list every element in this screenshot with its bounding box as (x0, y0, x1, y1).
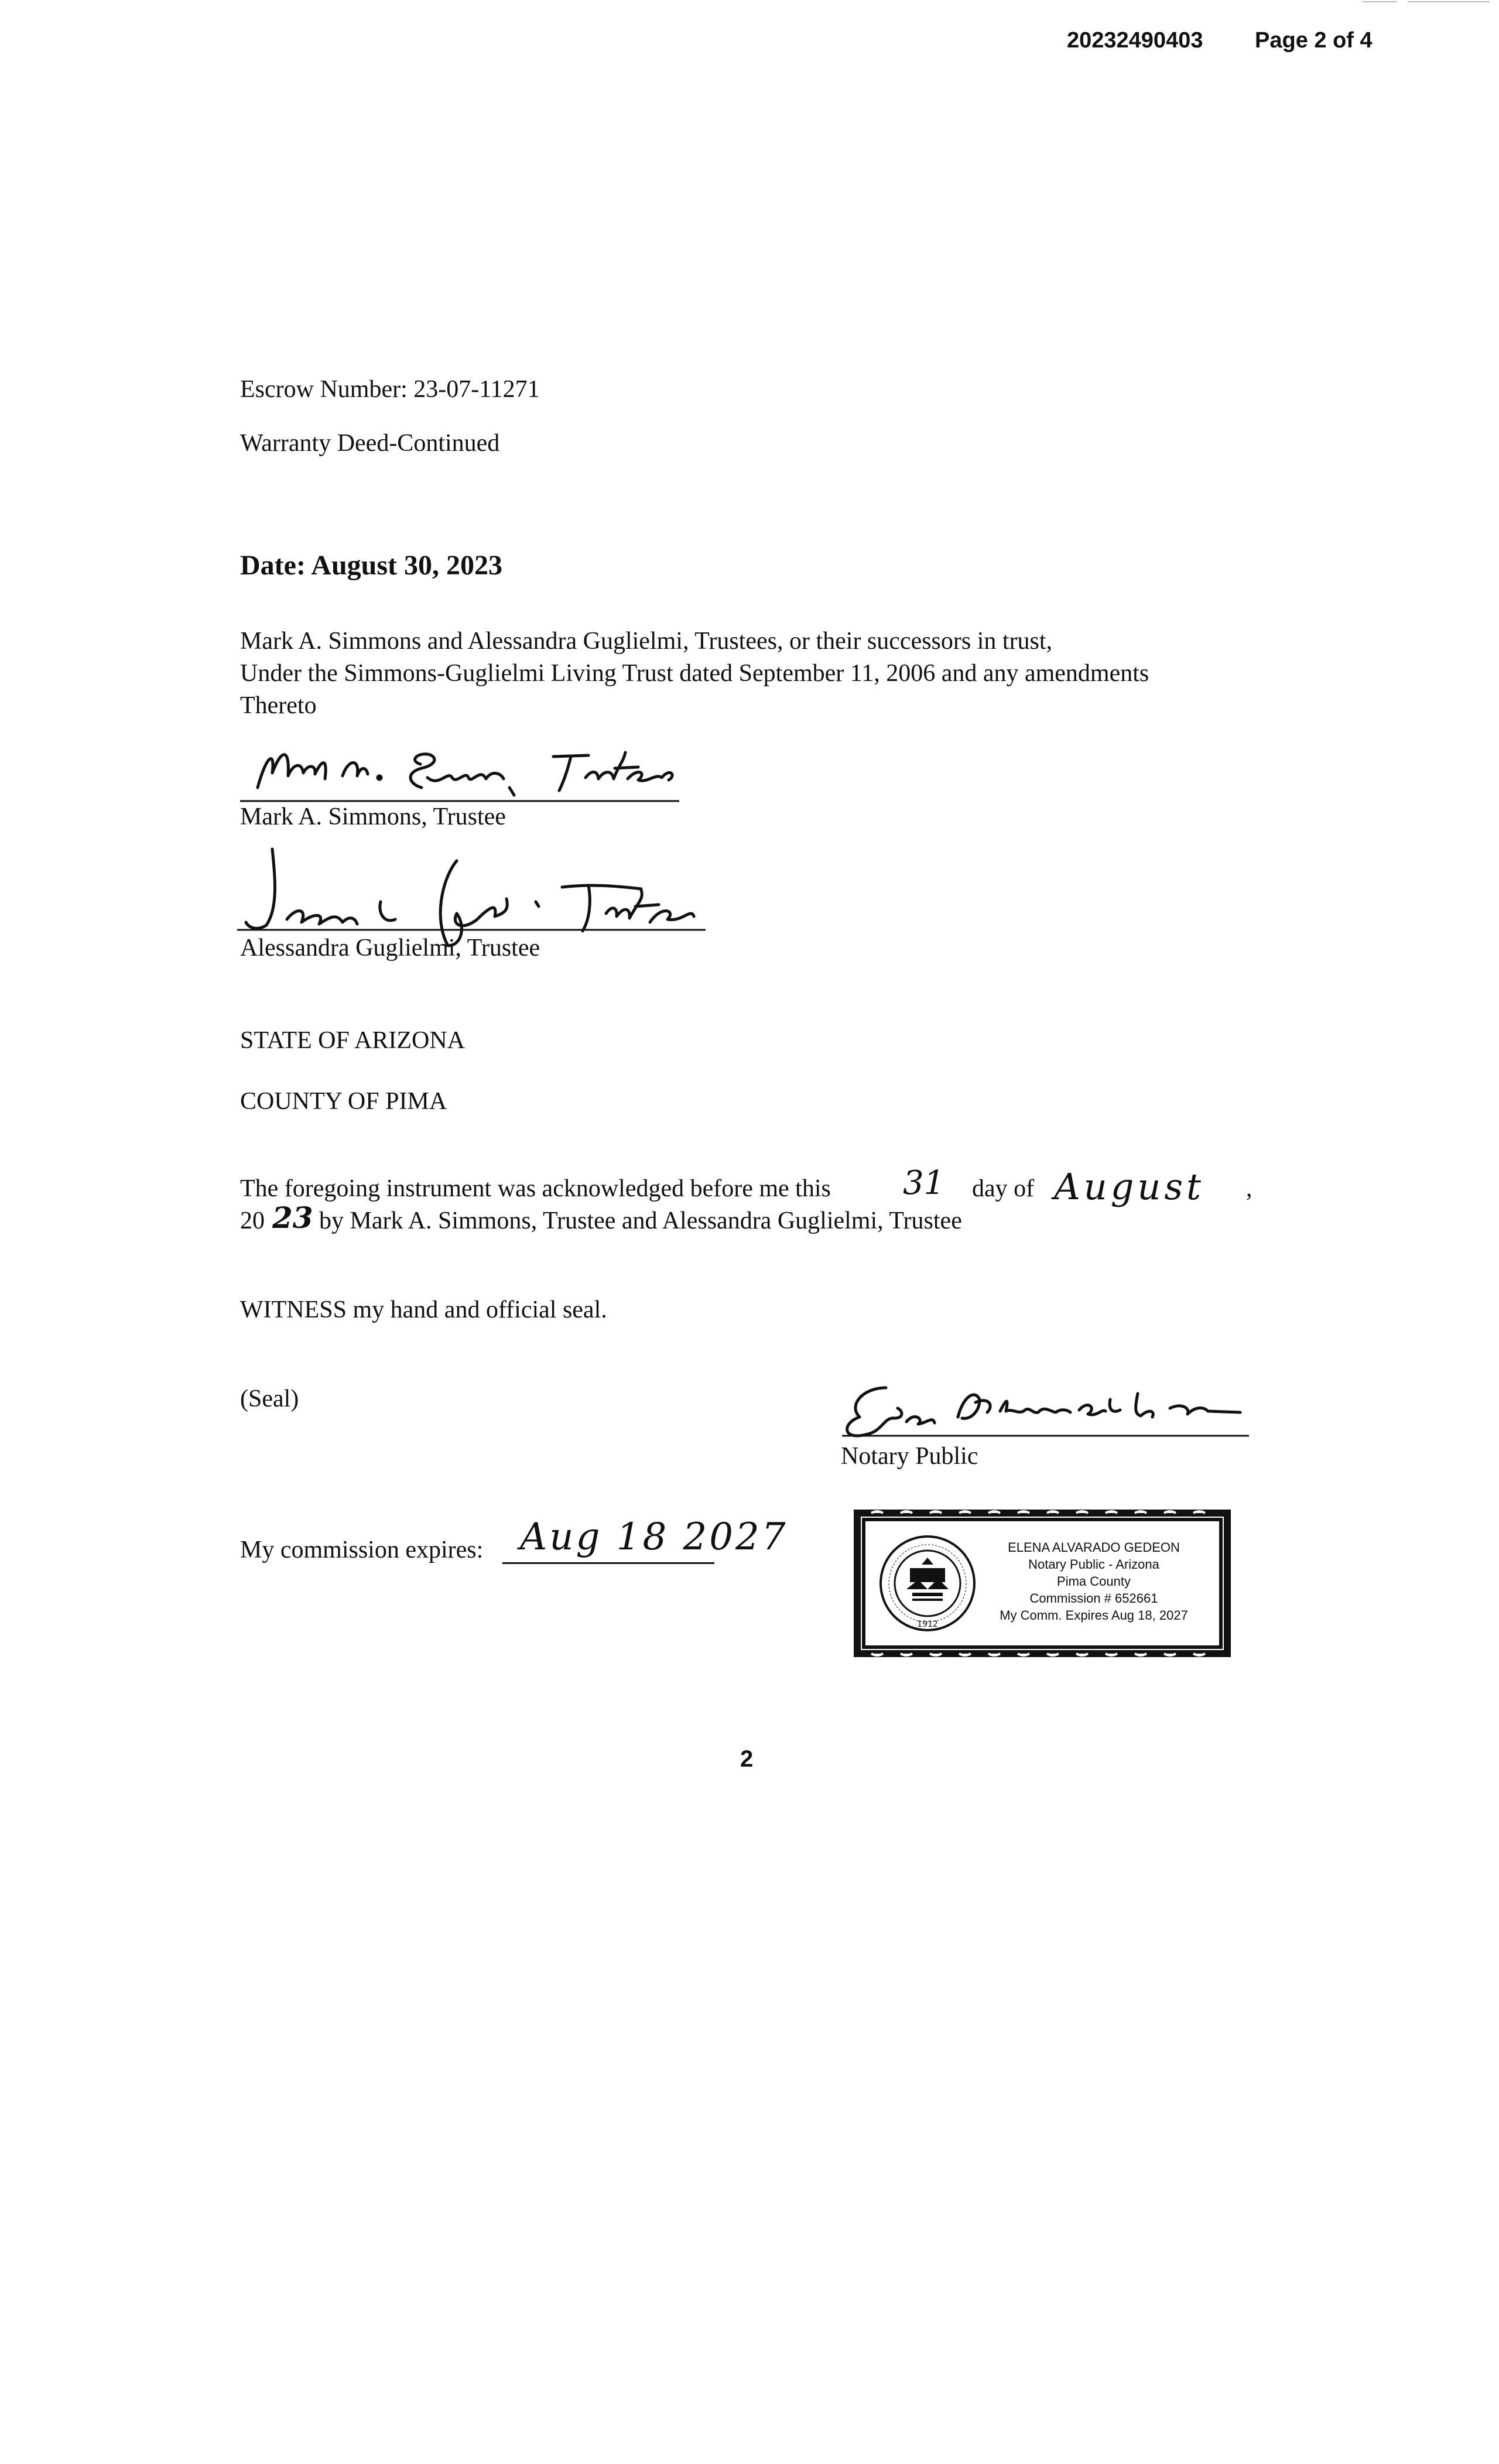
signer1-label: Mark A. Simmons, Trustee (240, 803, 506, 830)
deed-date: Date: August 30, 2023 (240, 550, 503, 581)
deed-continued: Warranty Deed-Continued (240, 430, 500, 457)
ack-year-handwritten: 23 (272, 1200, 313, 1235)
commission-underline (502, 1562, 714, 1564)
stamp-name: ELENA ALVARADO GEDEON (1008, 1540, 1180, 1555)
escrow-number: Escrow Number: 23-07-11271 (240, 376, 540, 403)
arizona-state-seal (877, 1533, 978, 1634)
grantor-line-3: Thereto (240, 692, 317, 719)
page-number: 2 (740, 1746, 754, 1772)
notary-stamp (862, 1518, 1223, 1649)
commission-date-handwritten: Aug 18 2027 (520, 1515, 788, 1559)
ack-line-1-prefix: The foregoing instrument was acknowledged before me this (240, 1175, 831, 1202)
signer2-label: Alessandra Guglielmi, Trustee (240, 935, 540, 961)
grantor-line-1: Mark A. Simmons and Alessandra Guglielmi, Trustees, or their successors in trust, (240, 628, 1053, 655)
svg-text:1912: 1912 (917, 1620, 938, 1629)
notary-label: Notary Public (841, 1443, 978, 1470)
seal-label: (Seal) (240, 1385, 299, 1412)
document-number: 20232490403 (1067, 28, 1203, 53)
commission-label: My commission expires: (240, 1536, 484, 1563)
ack-line-2-suffix: by Mark A. Simmons, Trustee and Alessandra Guglielmi, Trustee (319, 1207, 962, 1234)
ack-day-of: day of (972, 1175, 1035, 1202)
grantor-line-2: Under the Simmons-Guglielmi Living Trust dated September 11, 2006 and any amendments (240, 660, 1149, 687)
signature-mark-simmons (234, 732, 691, 808)
notary-signature (830, 1376, 1252, 1440)
stamp-commission: Commission # 652661 (1029, 1591, 1158, 1606)
ack-day-handwritten: 31 (903, 1164, 945, 1202)
venue-state: STATE OF ARIZONA (240, 1027, 465, 1054)
scan-mark (1408, 1, 1490, 2)
ack-month-handwritten: August (1054, 1165, 1205, 1208)
venue-county: COUNTY OF PIMA (240, 1088, 447, 1115)
page-label: Page 2 of 4 (1255, 28, 1373, 53)
ack-year-prefix: 20 (240, 1207, 265, 1234)
scan-mark (1362, 1, 1397, 2)
stamp-title: Notary Public - Arizona (1028, 1557, 1159, 1572)
stamp-expires: My Comm. Expires Aug 18, 2027 (1000, 1608, 1188, 1623)
stamp-county: Pima County (1057, 1574, 1131, 1589)
ack-trailing-comma: , (1246, 1175, 1252, 1202)
witness-line: WITNESS my hand and official seal. (240, 1296, 607, 1323)
